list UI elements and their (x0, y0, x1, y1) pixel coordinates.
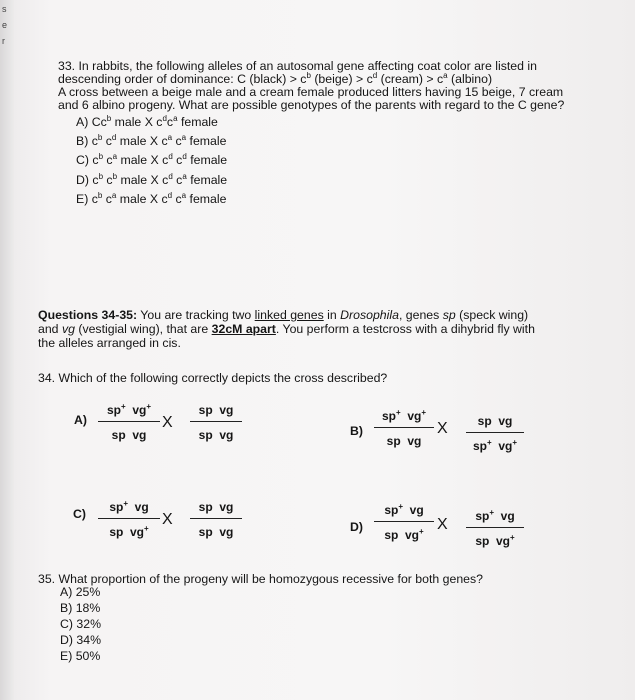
margin-mark: r (2, 36, 5, 46)
genotype-bottom: sp vg (198, 428, 234, 442)
cross-symbol: X (162, 414, 173, 431)
q35-option-b: B) 18% (60, 601, 101, 615)
intro-line2: and vg (vestigial wing), that are 32cM apart. You perform a testcross with a dihybrid fly with (38, 322, 535, 336)
cross-symbol: X (437, 420, 448, 437)
q34-parent-right (190, 403, 242, 442)
genotype-bottom: sp vg+ (384, 527, 424, 542)
genotype-top: sp+ vg+ (374, 409, 434, 428)
margin-mark: e (2, 20, 8, 30)
q34-parent-left (374, 409, 434, 448)
q33-option-b: B) $c^b$ $c^d$ male X $c^a$ $c^a$ female (76, 133, 227, 148)
q34-option-label: A) (74, 413, 87, 427)
q35-question: 35. What proportion of the progeny will be homozygous recessive for both genes? (38, 572, 483, 586)
q34-option-label: C) (73, 507, 86, 521)
genotype-top: sp+ vg (374, 503, 434, 522)
q35-option-e: E) 50% (60, 649, 101, 663)
q33-line3: A cross between a beige male and a cream female produced litters having 15 beige, 7 cream (58, 85, 564, 99)
q35-option-d: D) 34% (60, 633, 102, 647)
q34-option-label: B) (350, 424, 363, 438)
q34-parent-left (374, 503, 434, 542)
genotype-bottom: sp vg (198, 525, 234, 539)
genotype-bottom: sp+ vg+ (472, 438, 518, 453)
genotype-bottom: sp vg+ (475, 533, 515, 548)
genotype-bottom: sp vg+ (109, 524, 149, 539)
q34-parent-right (190, 500, 242, 539)
q33-line2: descending order of dominance: C (black) > $c^b$ (beige) > $c^d$ (cream) > $c^a$ (albino) (58, 71, 493, 86)
q33-option-e: E) $c^b$ $c^a$ male X $c^d$ $c^a$ female (76, 191, 227, 206)
q34-parent-left (98, 500, 160, 539)
genotype-top: sp+ vg+ (98, 403, 160, 422)
q33-option-c: C) $c^b$ $c^a$ male X $c^d$ $c^d$ female (76, 152, 228, 167)
margin-mark: s (2, 4, 7, 14)
genotype-top: sp+ vg (466, 509, 524, 528)
q34-parent-left (98, 403, 160, 442)
q35-option-a: A) 25% (60, 585, 101, 599)
page-left-margin (0, 0, 14, 700)
genotype-top: sp+ vg (98, 500, 160, 519)
genotype-top: sp vg (190, 403, 242, 422)
q33-option-d: D) $c^b$ $c^b$ male X $c^d$ $c^a$ female (76, 172, 228, 187)
q33-option-a: A) Cc$^b$ male X $c^dc^a$ female (76, 114, 218, 129)
genotype-top: sp vg (190, 500, 242, 519)
genotype-top: sp vg (466, 414, 524, 433)
q35-option-c: C) 32% (60, 617, 102, 631)
cross-symbol: X (162, 511, 173, 528)
q33-line1: 33. In rabbits, the following alleles of an autosomal gene affecting coat color are listed in (58, 59, 537, 73)
q34-parent-right (466, 509, 524, 548)
genotype-bottom: sp vg (111, 428, 147, 442)
intro-line1: Questions 34-35: You are tracking two linked genes in Drosophila, genes sp (speck wing) (38, 308, 529, 322)
q34-parent-right (466, 414, 524, 453)
genotype-bottom: sp vg (386, 434, 422, 448)
q33-line4: and 6 albino progeny. What are possible genotypes of the parents with regard to the C gene? (58, 98, 565, 112)
cross-symbol: X (437, 516, 448, 533)
q34-option-label: D) (350, 520, 363, 534)
q34-question: 34. Which of the following correctly depicts the cross described? (38, 371, 388, 385)
intro-line3: the alleles arranged in cis. (38, 336, 181, 350)
